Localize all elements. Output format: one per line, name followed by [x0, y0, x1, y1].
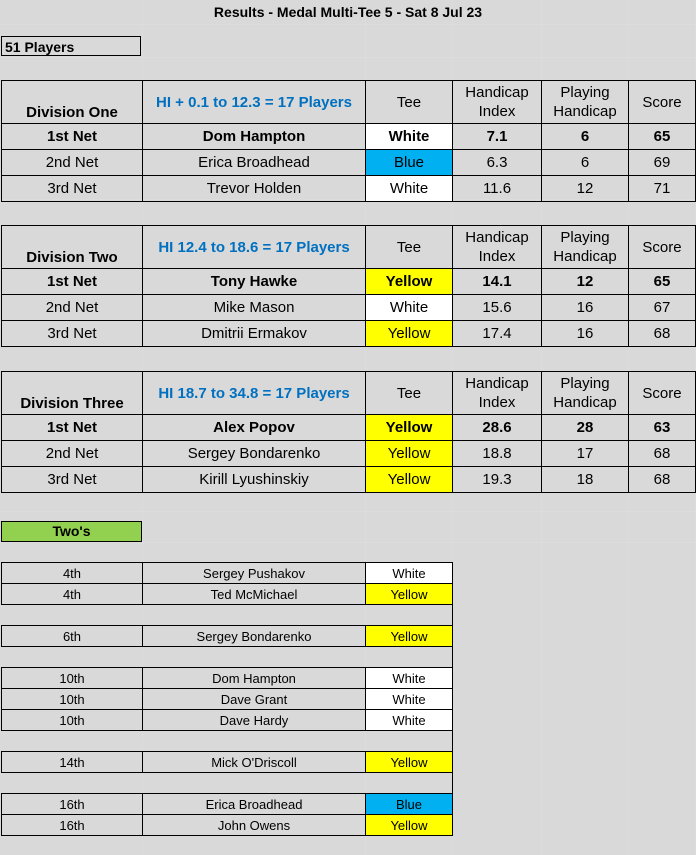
player-cell[interactable]: Mike Mason	[143, 295, 366, 321]
score-header[interactable]: Score	[629, 226, 696, 269]
tee-cell[interactable]: Yellow	[366, 815, 453, 836]
empty-cell[interactable]	[2, 731, 143, 752]
spacer-row	[2, 773, 453, 794]
tee-header[interactable]: Tee	[366, 372, 453, 415]
handicap-index-cell[interactable]: 17.4	[453, 321, 542, 347]
page-title: Results - Medal Multi-Tee 5 - Sat 8 Jul 23	[213, 4, 483, 20]
hole-cell[interactable]: 4th	[2, 563, 143, 584]
handicap-index-header[interactable]: Handicap Index	[453, 372, 542, 415]
player-cell[interactable]: Dom Hampton	[143, 124, 366, 150]
handicap-index-cell[interactable]: 15.6	[453, 295, 542, 321]
player-cell[interactable]: Dmitrii Ermakov	[143, 321, 366, 347]
division-name[interactable]: Division Three	[2, 372, 143, 415]
place-cell[interactable]: 1st Net	[2, 415, 143, 441]
empty-cell[interactable]	[2, 647, 143, 668]
result-row	[2, 124, 696, 150]
twos-row	[2, 668, 453, 689]
handicap-index-cell[interactable]: 28.6	[453, 415, 542, 441]
player-cell[interactable]: Sergey Bondarenko	[143, 441, 366, 467]
player-cell[interactable]: Trevor Holden	[143, 176, 366, 202]
twos-row	[2, 752, 453, 773]
score-cell[interactable]: 68	[629, 467, 696, 493]
place-cell[interactable]: 2nd Net	[2, 150, 143, 176]
player-cell[interactable]: John Owens	[143, 815, 366, 836]
score-header[interactable]: Score	[629, 81, 696, 124]
division-range[interactable]: HI + 0.1 to 12.3 = 17 Players	[143, 81, 366, 124]
playing-handicap-cell[interactable]: 18	[542, 467, 629, 493]
tee-cell[interactable]: Yellow	[366, 269, 453, 295]
handicap-index-cell[interactable]: 14.1	[453, 269, 542, 295]
playing-handicap-cell[interactable]: 12	[542, 269, 629, 295]
empty-cell[interactable]	[143, 647, 366, 668]
handicap-index-cell[interactable]: 19.3	[453, 467, 542, 493]
place-cell[interactable]: 2nd Net	[2, 441, 143, 467]
tee-cell[interactable]: White	[366, 176, 453, 202]
playing-handicap-cell[interactable]: 16	[542, 321, 629, 347]
division-range[interactable]: HI 18.7 to 34.8 = 17 Players	[143, 372, 366, 415]
gridline	[0, 57, 696, 58]
gridline	[0, 511, 696, 512]
handicap-index-cell[interactable]: 11.6	[453, 176, 542, 202]
tee-cell[interactable]: Yellow	[366, 321, 453, 347]
playing-handicap-cell[interactable]: 17	[542, 441, 629, 467]
handicap-index-cell[interactable]: 18.8	[453, 441, 542, 467]
hole-cell[interactable]: 10th	[2, 710, 143, 731]
player-cell[interactable]: Erica Broadhead	[143, 150, 366, 176]
player-cell[interactable]: Sergey Pushakov	[143, 563, 366, 584]
tee-header[interactable]: Tee	[366, 81, 453, 124]
result-row	[2, 321, 696, 347]
spacer-row	[2, 647, 453, 668]
hole-cell[interactable]: 4th	[2, 584, 143, 605]
handicap-index-cell[interactable]: 6.3	[453, 150, 542, 176]
result-row	[2, 441, 696, 467]
place-cell[interactable]: 3rd Net	[2, 321, 143, 347]
player-cell[interactable]: Dave Hardy	[143, 710, 366, 731]
twos-row	[2, 584, 453, 605]
tee-cell[interactable]: Blue	[366, 150, 453, 176]
division-name[interactable]: Division One	[2, 81, 143, 124]
player-cell[interactable]: Kirill Lyushinskiy	[143, 467, 366, 493]
spacer-row	[2, 605, 453, 626]
player-cell[interactable]: Tony Hawke	[143, 269, 366, 295]
twos-row	[2, 815, 453, 836]
player-cell[interactable]: Dave Grant	[143, 689, 366, 710]
hole-cell[interactable]: 14th	[2, 752, 143, 773]
empty-cell[interactable]	[143, 773, 366, 794]
division-one-table	[1, 80, 696, 202]
tee-cell[interactable]: Blue	[366, 794, 453, 815]
tee-cell[interactable]: White	[366, 124, 453, 150]
empty-cell[interactable]	[2, 605, 143, 626]
gridline	[0, 24, 696, 25]
score-cell[interactable]: 65	[629, 269, 696, 295]
player-cell[interactable]: Alex Popov	[143, 415, 366, 441]
place-cell[interactable]: 1st Net	[2, 269, 143, 295]
player-cell[interactable]: Dom Hampton	[143, 668, 366, 689]
tee-cell[interactable]: White	[366, 710, 453, 731]
score-cell[interactable]: 68	[629, 441, 696, 467]
twos-row	[2, 626, 453, 647]
player-cell[interactable]: Mick O'Driscoll	[143, 752, 366, 773]
spacer-row	[2, 731, 453, 752]
handicap-index-header[interactable]: Handicap Index	[453, 226, 542, 269]
tee-cell[interactable]: Yellow	[366, 467, 453, 493]
score-cell[interactable]: 63	[629, 415, 696, 441]
division-name[interactable]: Division Two	[2, 226, 143, 269]
result-row	[2, 467, 696, 493]
player-count[interactable]: 51 Players	[1, 36, 141, 56]
score-header[interactable]: Score	[629, 372, 696, 415]
empty-cell[interactable]	[366, 731, 453, 752]
twos-row	[2, 710, 453, 731]
division-two-table	[1, 225, 696, 347]
hole-cell[interactable]: 16th	[2, 794, 143, 815]
handicap-index-header[interactable]: Handicap Index	[453, 81, 542, 124]
hole-cell[interactable]: 10th	[2, 689, 143, 710]
tee-cell[interactable]: Yellow	[366, 752, 453, 773]
playing-handicap-header[interactable]: Playing Handicap	[542, 81, 629, 124]
twos-label[interactable]: Two's	[1, 521, 142, 542]
empty-cell[interactable]	[143, 731, 366, 752]
playing-handicap-cell[interactable]: 12	[542, 176, 629, 202]
empty-cell[interactable]	[366, 773, 453, 794]
playing-handicap-header[interactable]: Playing Handicap	[542, 226, 629, 269]
result-row	[2, 269, 696, 295]
score-cell[interactable]: 67	[629, 295, 696, 321]
empty-cell[interactable]	[366, 647, 453, 668]
hole-cell[interactable]: 10th	[2, 668, 143, 689]
score-cell[interactable]: 71	[629, 176, 696, 202]
tee-header[interactable]: Tee	[366, 226, 453, 269]
empty-cell[interactable]	[366, 605, 453, 626]
place-cell[interactable]: 3rd Net	[2, 176, 143, 202]
playing-handicap-cell[interactable]: 28	[542, 415, 629, 441]
result-row	[2, 176, 696, 202]
player-cell[interactable]: Erica Broadhead	[143, 794, 366, 815]
division-range[interactable]: HI 12.4 to 18.6 = 17 Players	[143, 226, 366, 269]
twos-row	[2, 689, 453, 710]
result-row	[2, 415, 696, 441]
tee-cell[interactable]: White	[366, 668, 453, 689]
score-cell[interactable]: 65	[629, 124, 696, 150]
tee-cell[interactable]: Yellow	[366, 441, 453, 467]
tee-cell[interactable]: White	[366, 689, 453, 710]
tee-cell[interactable]: Yellow	[366, 415, 453, 441]
player-cell[interactable]: Ted McMichael	[143, 584, 366, 605]
result-row	[2, 295, 696, 321]
place-cell[interactable]: 3rd Net	[2, 467, 143, 493]
tee-cell[interactable]: Yellow	[366, 626, 453, 647]
empty-cell[interactable]	[2, 773, 143, 794]
player-cell[interactable]: Sergey Bondarenko	[143, 626, 366, 647]
handicap-index-cell[interactable]: 7.1	[453, 124, 542, 150]
twos-row	[2, 794, 453, 815]
playing-handicap-cell[interactable]: 6	[542, 150, 629, 176]
result-row	[2, 150, 696, 176]
score-cell[interactable]: 69	[629, 150, 696, 176]
score-cell[interactable]: 68	[629, 321, 696, 347]
playing-handicap-cell[interactable]: 6	[542, 124, 629, 150]
place-cell[interactable]: 2nd Net	[2, 295, 143, 321]
place-cell[interactable]: 1st Net	[2, 124, 143, 150]
tee-cell[interactable]: White	[366, 563, 453, 584]
twos-table	[1, 562, 453, 836]
division-three-table	[1, 371, 696, 493]
gridline	[0, 542, 696, 543]
tee-cell[interactable]: White	[366, 295, 453, 321]
tee-cell[interactable]: Yellow	[366, 584, 453, 605]
hole-cell[interactable]: 16th	[2, 815, 143, 836]
hole-cell[interactable]: 6th	[2, 626, 143, 647]
empty-cell[interactable]	[143, 605, 366, 626]
playing-handicap-cell[interactable]: 16	[542, 295, 629, 321]
playing-handicap-header[interactable]: Playing Handicap	[542, 372, 629, 415]
twos-row	[2, 563, 453, 584]
